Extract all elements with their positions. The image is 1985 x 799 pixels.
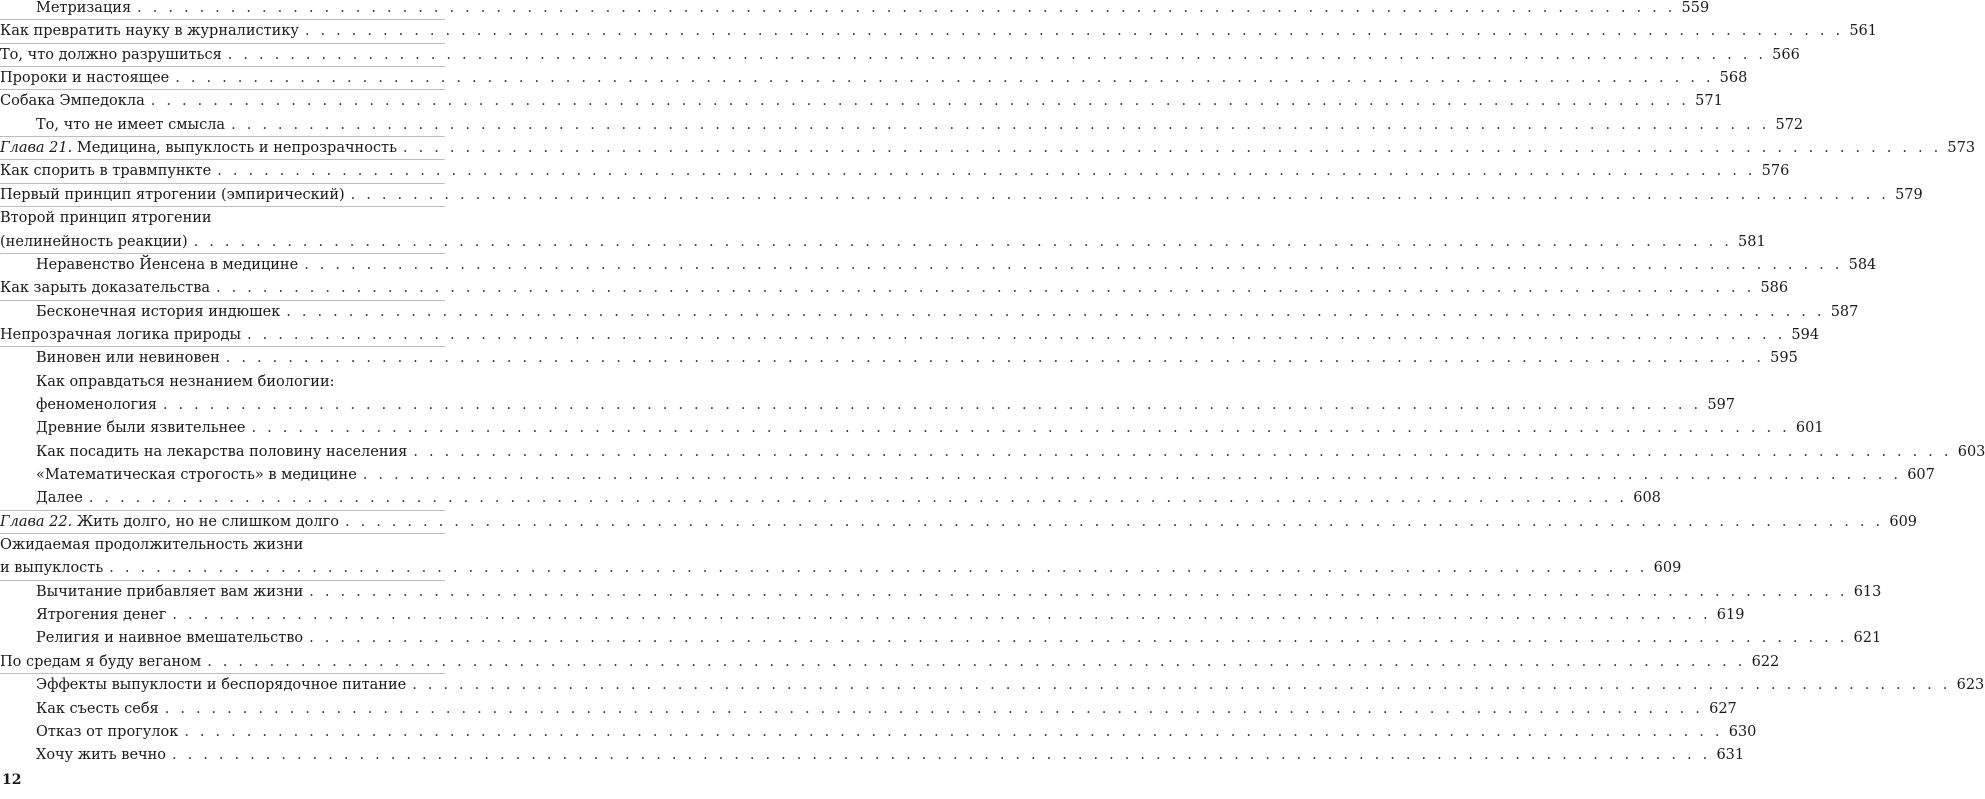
toc-entry-title: [36, 303, 280, 321]
toc-entry-title: [36, 349, 220, 367]
dot-leader: [363, 466, 1901, 484]
toc-entry-text: Как превратить науку в журналистику: [0, 23, 299, 40]
dot-leader: [184, 723, 1722, 741]
toc-entry[interactable]: [0, 62, 1748, 87]
toc-entry[interactable]: [0, 342, 1798, 367]
toc-entry[interactable]: [0, 366, 477, 391]
toc-entry-page: 601: [1795, 420, 1824, 437]
toc-entry-title: [0, 209, 441, 227]
toc-entry[interactable]: [0, 15, 1878, 40]
toc-entry-page: 572: [1775, 116, 1804, 133]
dot-leader: [216, 279, 1754, 297]
toc-entry-page: 630: [1728, 723, 1757, 740]
toc-entry-text: Собака Эмпедокла: [0, 93, 145, 110]
toc-entry[interactable]: [0, 155, 1790, 180]
toc-entry-text: Древние были язвительнее: [36, 420, 246, 437]
toc-entry-text: и выпуклость: [0, 560, 104, 577]
toc-entry-text: (нелинейность реакции): [0, 233, 188, 250]
toc-entry-text: Метризация: [36, 0, 132, 16]
toc-entry[interactable]: [0, 599, 1745, 624]
dot-leader: [304, 256, 1842, 274]
dot-leader: [412, 676, 1950, 694]
chapter-prefix: Глава 22.: [0, 513, 73, 530]
toc-entry-page: 571: [1695, 93, 1723, 110]
toc-entry-text: Далее: [36, 490, 83, 507]
dot-leader: [109, 559, 1647, 577]
toc-entry-title: [36, 116, 225, 134]
toc-entry-text: То, что должно разрушиться: [0, 46, 222, 63]
toc-entry-page: 594: [1791, 326, 1820, 343]
toc-entry[interactable]: [0, 202, 441, 227]
toc-entry-text: Как съесть себя: [36, 700, 159, 717]
toc-entry-title: [0, 326, 241, 344]
page-number: 12: [2, 772, 22, 788]
toc-entry-page: 609: [1889, 513, 1918, 530]
dot-leader: [252, 419, 1790, 437]
toc-entry[interactable]: [0, 296, 1859, 321]
toc-entry-text: Непрозрачная логика природы: [0, 326, 241, 343]
dot-leader: [286, 303, 1824, 321]
toc-entry-text: Хочу жить вечно: [36, 747, 167, 764]
toc-entry-text: По средам я буду веганом: [0, 653, 202, 670]
toc-entry-page: 559: [1681, 0, 1710, 16]
dot-leader: [231, 116, 1769, 134]
toc-entry-page: 631: [1716, 747, 1745, 764]
toc-entry[interactable]: [0, 249, 1877, 274]
toc-entry-text: Религия и наивное вмешательство: [36, 630, 304, 647]
toc-entry-page: 603: [1957, 443, 1985, 460]
dot-leader: [194, 233, 1732, 251]
dot-leader: [228, 46, 1766, 64]
toc-entry-title: [36, 396, 157, 414]
dot-leader: [226, 349, 1764, 367]
toc-entry[interactable]: [0, 646, 1780, 671]
toc-entry-text: Как посадить на лекарства половину населения: [36, 443, 408, 460]
toc-entry-title: [0, 22, 299, 40]
dot-leader: [172, 746, 1710, 764]
toc-entry[interactable]: [0, 226, 1766, 251]
toc-entry-title: [36, 606, 166, 624]
toc-entry-title: [0, 513, 339, 531]
toc-entry[interactable]: [0, 506, 1918, 531]
toc-entry[interactable]: [0, 739, 1745, 764]
toc-entry-page: 609: [1653, 560, 1682, 577]
toc-entry-title: [36, 676, 406, 694]
toc-entry-text: «Математическая строгость» в медицине: [36, 467, 357, 483]
toc-entry-title: [0, 536, 441, 554]
toc-entry-text: Второй принцип ятрогении: [0, 210, 212, 227]
toc-entry-page: 622: [1751, 653, 1780, 670]
toc-entry-page: 576: [1761, 163, 1790, 180]
toc-entry-page: 623: [1956, 677, 1985, 694]
toc-entry-title: [0, 233, 188, 251]
toc-entry-title: [0, 162, 211, 180]
toc-entry-title: [0, 46, 222, 64]
toc-entry-title: [0, 653, 201, 671]
toc-entry[interactable]: [0, 716, 1757, 741]
toc-entry-text: Как спорить в травмпункте: [0, 163, 212, 180]
toc-entry-page: 607: [1907, 467, 1935, 483]
toc-entry-title: [36, 583, 303, 601]
toc-entry[interactable]: [0, 576, 1882, 601]
toc-entry-page: 584: [1848, 256, 1877, 273]
toc-entry-page: 581: [1738, 233, 1766, 250]
toc-entry[interactable]: [0, 179, 1923, 204]
toc-entry-text: То, что не имеет смысла: [36, 116, 226, 133]
toc-entry-title: [36, 723, 178, 741]
toc-entry-page: 608: [1633, 490, 1661, 507]
toc-entry-title: [0, 559, 103, 577]
toc-entry-text: Первый принцип ятрогении (эмпирический): [0, 186, 345, 203]
dot-leader: [175, 69, 1713, 87]
toc-entry-page: 573: [1947, 140, 1976, 157]
toc-entry-title: [0, 186, 345, 204]
toc-entry-title: [36, 746, 166, 764]
dot-leader: [309, 629, 1847, 647]
toc-entry-title: [0, 92, 145, 110]
toc-entry-page: 568: [1719, 70, 1748, 87]
toc-entry[interactable]: [0, 319, 1820, 344]
dot-leader: [151, 92, 1689, 110]
toc-entry-text: Вычитание прибавляет вам жизни: [36, 583, 304, 600]
toc-entry-text: Неравенство Йенсена в медицине: [36, 256, 299, 273]
toc-entry-text: Ожидаемая продолжительность жизни: [0, 537, 304, 554]
dot-leader: [305, 22, 1843, 40]
toc-entry-text: Как зарыть доказательства: [0, 280, 211, 297]
toc-entry-text: Пророки и настоящее: [0, 70, 170, 87]
toc-entry-title: [36, 629, 303, 647]
toc-entry-title: [36, 466, 357, 484]
toc-entry-title: [36, 419, 246, 437]
dot-leader: [403, 139, 1941, 157]
toc-entry[interactable]: [0, 622, 1882, 647]
toc-entry-title: [0, 279, 210, 297]
toc-entry-text: Отказ от прогулок: [36, 723, 179, 740]
toc-entry-title: [36, 489, 83, 507]
toc-entry-page: 627: [1709, 700, 1737, 717]
toc-entry-title: [0, 139, 397, 157]
dot-leader: [207, 653, 1745, 671]
toc-entry[interactable]: [0, 109, 1804, 134]
toc-entry-text: Ятрогения денег: [36, 607, 167, 624]
toc-entry-text: феноменология: [36, 396, 157, 413]
toc-entry-page: 619: [1716, 607, 1745, 624]
toc-entry[interactable]: [0, 389, 1736, 414]
toc-entry-text: Эффекты выпуклости и беспорядочное питание: [36, 677, 407, 694]
toc-entry[interactable]: [0, 272, 1789, 297]
toc-entry-title: [36, 373, 477, 391]
toc-entry-page: 566: [1772, 46, 1800, 63]
dot-leader: [309, 583, 1847, 601]
toc-entry-text: Жить долго, но не слишком долго: [72, 513, 339, 530]
toc-entry-page: 579: [1895, 186, 1923, 203]
toc-entry-page: 595: [1770, 350, 1798, 367]
dot-leader: [165, 700, 1703, 718]
dot-leader: [413, 443, 1951, 461]
toc-entry[interactable]: [0, 85, 1723, 110]
toc-entry-text: Медицина, выпуклость и непрозрачность: [72, 140, 397, 157]
dot-leader: [345, 513, 1883, 531]
toc-entry-page: 613: [1853, 583, 1882, 600]
toc-entry-text: Виновен или невиновен: [36, 350, 220, 367]
toc-entry[interactable]: [0, 412, 1824, 437]
toc-entry-page: 597: [1707, 396, 1736, 413]
dot-leader: [89, 489, 1627, 507]
dot-leader: [217, 162, 1755, 180]
dot-leader: [351, 186, 1889, 204]
toc-entry[interactable]: [0, 529, 441, 554]
dot-leader: [172, 606, 1710, 624]
toc-entry-page: 586: [1760, 280, 1789, 297]
toc-entry[interactable]: [0, 132, 1976, 157]
dot-leader: [247, 326, 1785, 344]
dot-leader: [163, 396, 1701, 414]
toc-entry-text: Как оправдаться незнанием биологии:: [36, 373, 335, 390]
toc-entry-page: 587: [1830, 303, 1859, 320]
toc-entry[interactable]: [0, 669, 1985, 694]
toc-entry[interactable]: [0, 39, 1800, 64]
toc-entry-title: [0, 69, 169, 87]
toc-entry[interactable]: [0, 436, 1985, 461]
toc-entry[interactable]: [0, 459, 1935, 484]
toc-entry-title: [36, 443, 407, 461]
toc-entry-page: 621: [1853, 630, 1882, 647]
toc-entry-page: 561: [1849, 23, 1878, 40]
chapter-prefix: Глава 21.: [0, 140, 73, 157]
toc-entry[interactable]: [0, 552, 1682, 577]
toc-entry[interactable]: [0, 693, 1737, 718]
toc-entry[interactable]: [0, 482, 1661, 507]
toc-entry-title: [36, 700, 159, 718]
toc-entry-text: Бесконечная история индюшек: [36, 303, 281, 320]
toc-entry-title: [36, 256, 298, 274]
